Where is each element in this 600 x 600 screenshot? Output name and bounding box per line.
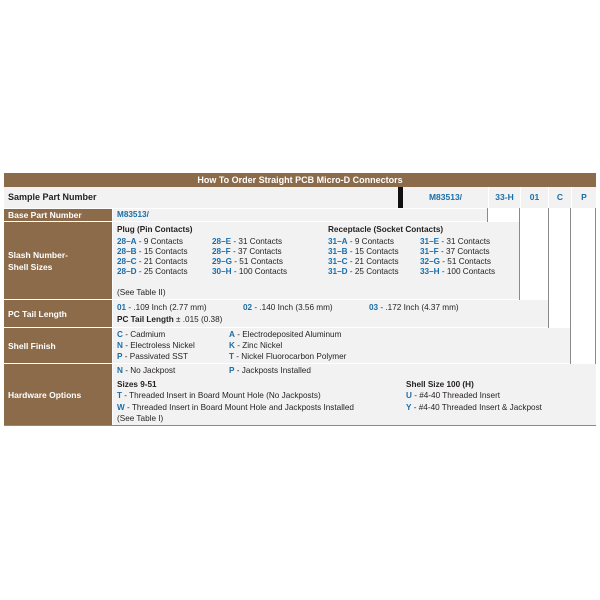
list-item: T - Nickel Fluorocarbon Polymer — [229, 352, 347, 361]
finish-label: Shell Finish — [8, 341, 56, 351]
hardware-note: (See Table I) — [117, 414, 164, 423]
list-item: Y - #4-40 Threaded Insert & Jackpost — [406, 403, 542, 412]
base-part-value-cell — [113, 209, 487, 221]
list-item: N - Electroless Nickel — [117, 341, 195, 350]
tail-label-cell — [4, 300, 112, 327]
list-item: 28–E - 31 Contacts — [212, 237, 283, 246]
connector-line-hardware — [595, 208, 596, 364]
list-item: 33–H - 100 Contacts — [420, 267, 496, 276]
segment-base: M83513/ — [428, 192, 463, 202]
list-item: 29–G - 51 Contacts — [212, 257, 283, 266]
sample-part-label: Sample Part Number — [8, 192, 97, 202]
base-part-value: M83513/ — [117, 210, 149, 219]
slash-note: (See Table II) — [117, 288, 166, 297]
list-item: W - Threaded Insert in Board Mount Hole and Jackposts Installed — [117, 403, 354, 412]
segment-finish: C — [556, 192, 564, 202]
list-item: 31–A - 9 Contacts — [328, 237, 394, 246]
connector-line-base — [487, 208, 488, 222]
slash-label-line2: Shell Sizes — [8, 262, 53, 272]
tail-label: PC Tail Length — [8, 309, 67, 319]
list-item: K - Zinc Nickel — [229, 341, 283, 350]
connector-line-slash — [519, 208, 520, 300]
list-item: 32–G - 51 Contacts — [420, 257, 491, 266]
segment-tail: 01 — [529, 192, 540, 202]
shell-size-heading: Shell Size 100 (H) — [406, 380, 474, 389]
plug-heading: Plug (Pin Contacts) — [117, 225, 193, 234]
list-item: 01 - .109 Inch (2.77 mm) — [117, 303, 207, 312]
list-item: A - Electrodeposited Aluminum — [229, 330, 342, 339]
segment-hardware: P — [581, 192, 587, 202]
list-item: 02 - .140 Inch (3.56 mm) — [243, 303, 333, 312]
list-item: P - Jackposts Installed — [229, 366, 311, 375]
list-item: 28–C - 21 Contacts — [117, 257, 188, 266]
receptacle-heading: Receptacle (Socket Contacts) — [328, 225, 444, 234]
finish-label-cell — [4, 328, 112, 363]
list-item: 28–D - 25 Contacts — [117, 267, 188, 276]
base-part-label: Base Part Number — [8, 210, 82, 220]
tail-tolerance: PC Tail Length ± .015 (0.38) — [117, 315, 223, 324]
sizes-heading: Sizes 9-51 — [117, 380, 157, 389]
list-item: 28–A - 9 Contacts — [117, 237, 183, 246]
hardware-label-cell — [4, 364, 112, 425]
table-title: How To Order Straight PCB Micro-D Connectors — [4, 173, 596, 187]
connector-line-finish — [570, 208, 571, 364]
list-item: T - Threaded Insert in Board Mount Hole (No Jackposts) — [117, 391, 321, 400]
list-item: U - #4-40 Threaded Insert — [406, 391, 501, 400]
connector-line-tail — [548, 208, 549, 328]
list-item: 31–E - 31 Contacts — [420, 237, 491, 246]
list-item: 28–F - 37 Contacts — [212, 247, 282, 256]
list-item: 30–H - 100 Contacts — [212, 267, 288, 276]
table-bottom-border — [4, 425, 596, 426]
list-item: 31–B - 15 Contacts — [328, 247, 399, 256]
segment-slash: 33-H — [495, 192, 514, 202]
list-item: 31–C - 21 Contacts — [328, 257, 399, 266]
list-item: C - Cadmium — [117, 330, 166, 339]
list-item: 31–F - 37 Contacts — [420, 247, 490, 256]
slash-label-line1: Slash Number- — [8, 250, 68, 260]
list-item: N - No Jackpost — [117, 366, 176, 375]
base-part-label-cell — [4, 209, 112, 221]
list-item: 31–D - 25 Contacts — [328, 267, 399, 276]
slash-label-cell — [4, 222, 112, 299]
list-item: P - Passivated SST — [117, 352, 188, 361]
list-item: 03 - .172 Inch (4.37 mm) — [369, 303, 459, 312]
list-item: 28–B - 15 Contacts — [117, 247, 188, 256]
hardware-label: Hardware Options — [8, 390, 82, 400]
